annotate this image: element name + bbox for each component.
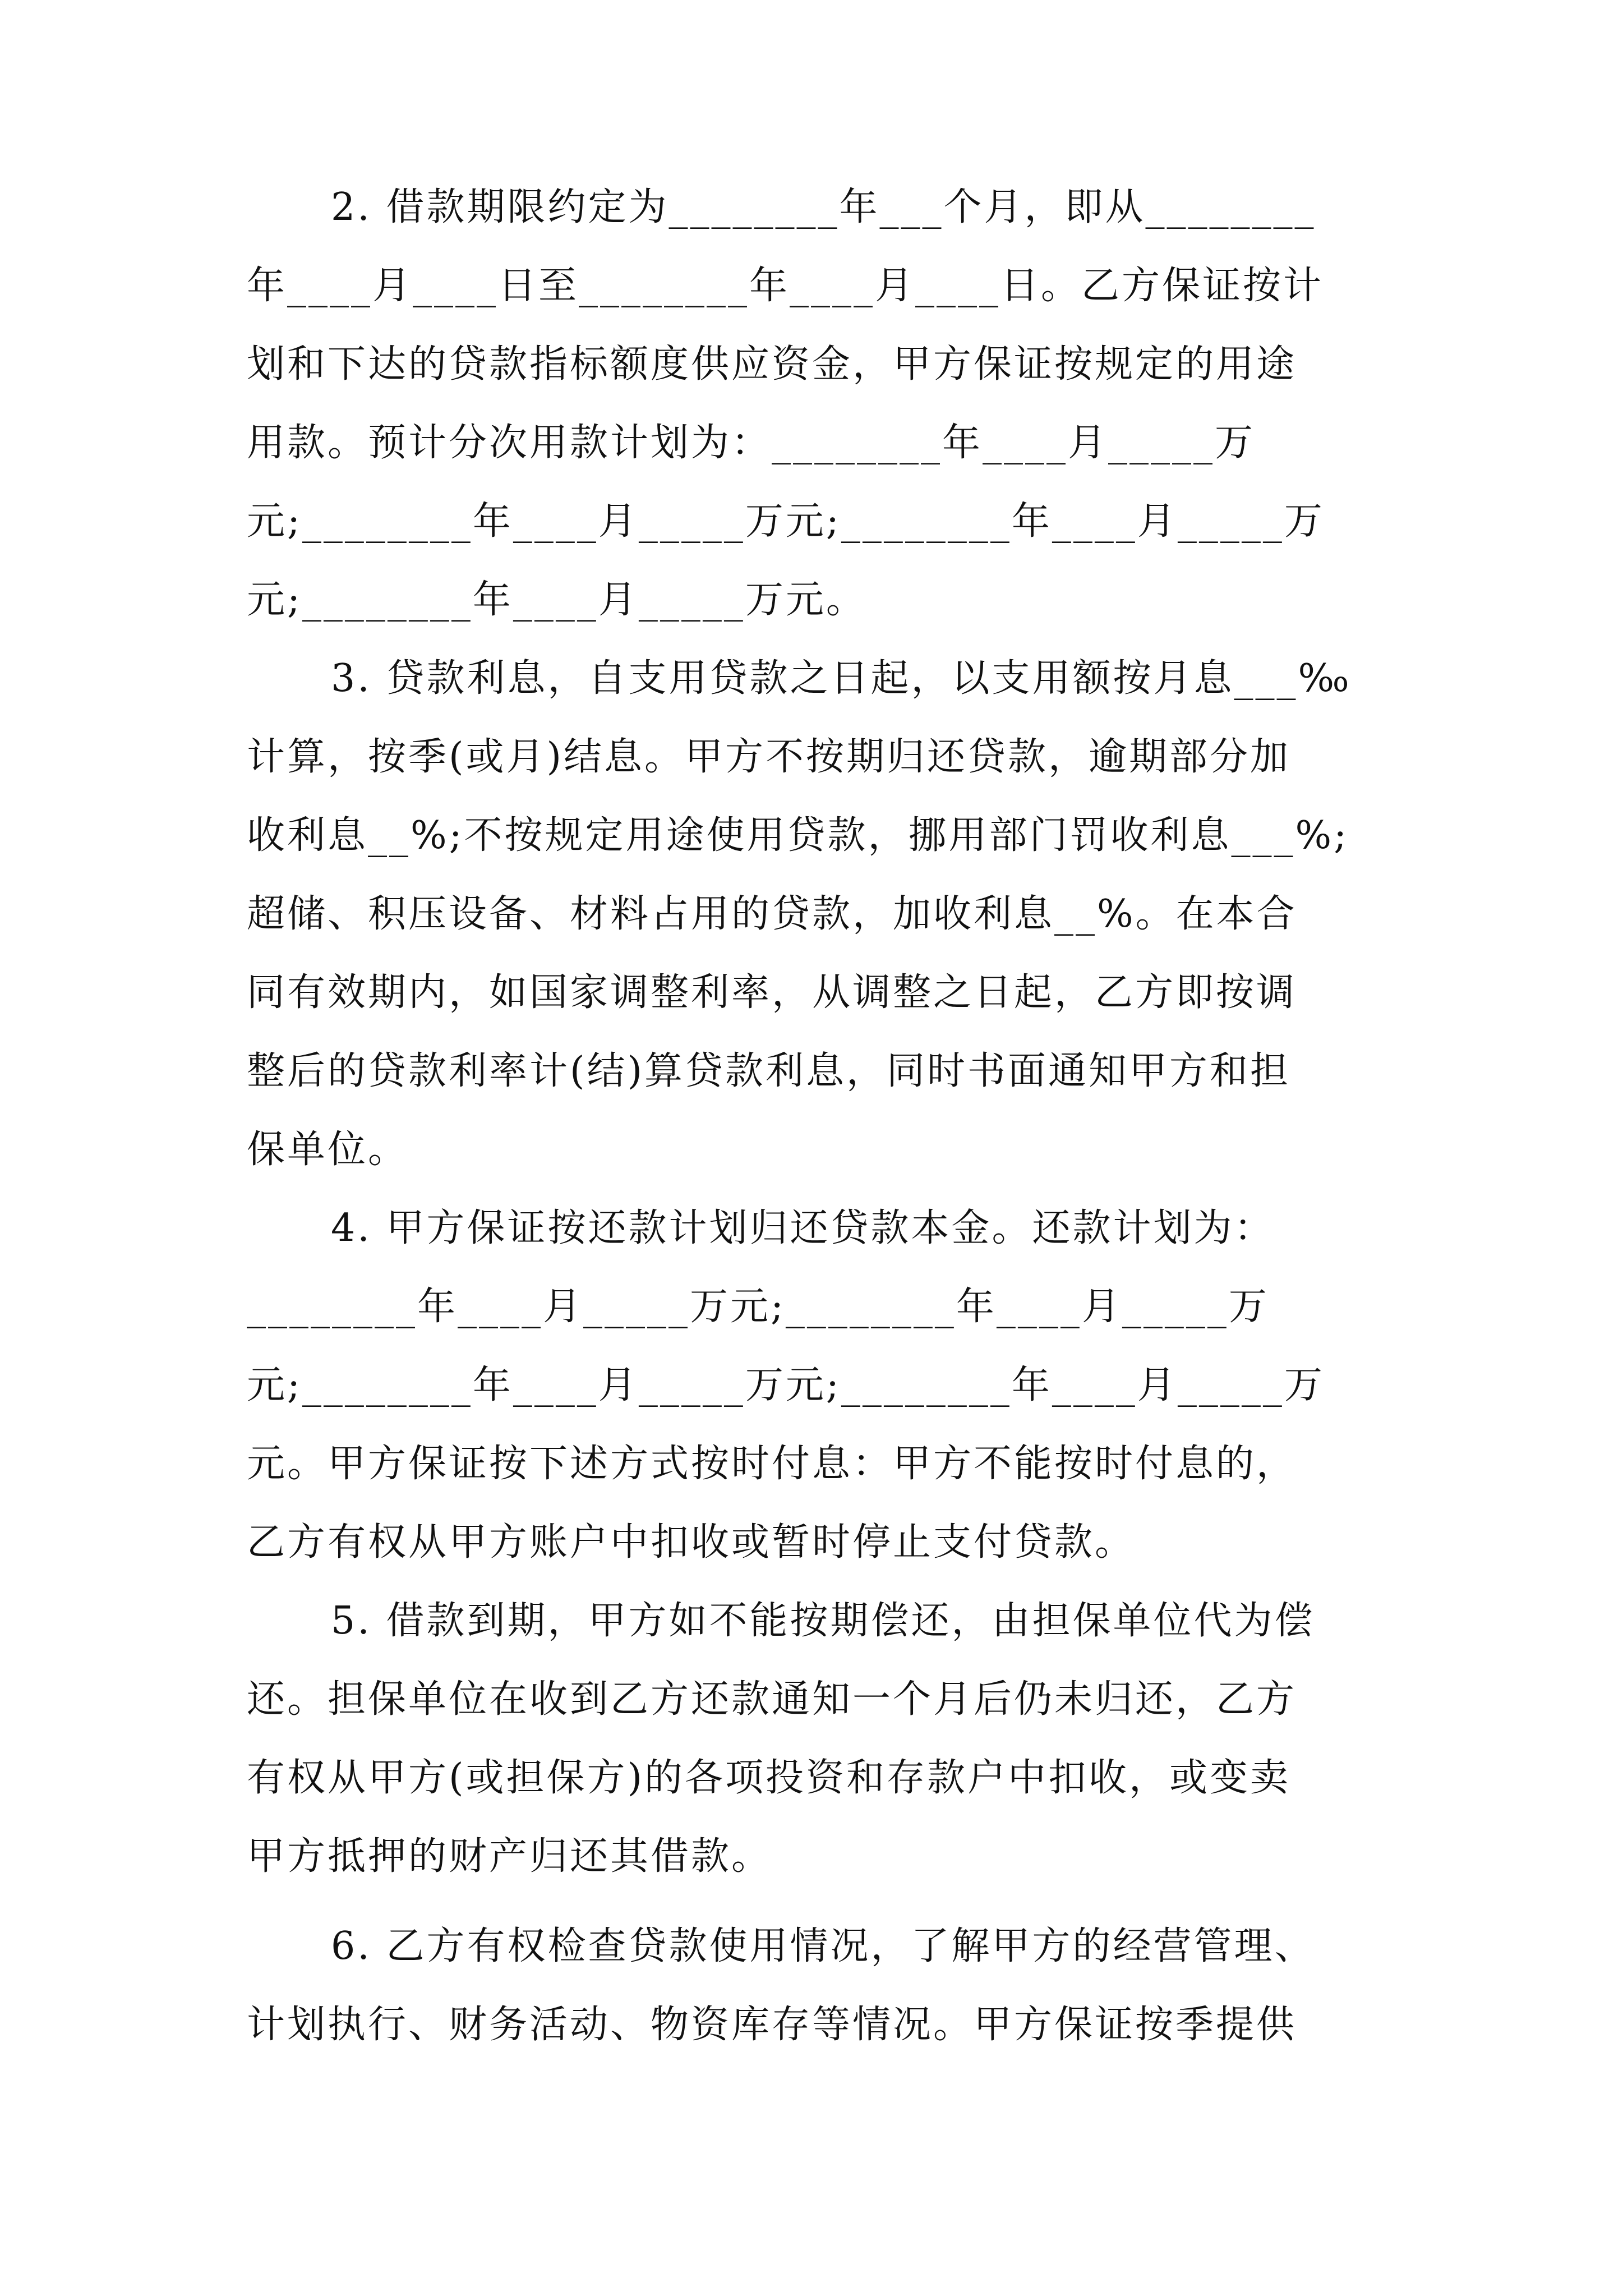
clause-3-line-5: 同有效期内，如国家调整利率，从调整之日起，乙方即按调 bbox=[247, 970, 1297, 1015]
clause-2-line-6: 元;________年____月_____万元。 bbox=[247, 578, 866, 622]
clause-2-line-5: 元;________年____月_____万元;________年____月_____万 bbox=[247, 499, 1325, 544]
paragraph-spacer bbox=[247, 1896, 1391, 1907]
clause-5-line-2: 还。担保单位在收到乙方还款通知一个月后仍未归还，乙方 bbox=[247, 1677, 1297, 1722]
clause-2-line-4: 用款。预计分次用款计划为：________年____月_____万 bbox=[247, 421, 1256, 465]
clause-3-line-2: 计算，按季(或月)结息。甲方不按期归还贷款，逾期部分加 bbox=[247, 735, 1291, 779]
clause-4 bbox=[247, 1189, 1391, 1582]
clause-3 bbox=[247, 639, 1391, 1189]
clause-5-line-3: 有权从甲方(或担保方)的各项投资和存款户中扣收，或变卖 bbox=[247, 1756, 1291, 1800]
clause-2-line-1: 2. 借款期限约定为________年___个月，即从________ bbox=[331, 185, 1316, 229]
clause-5-line-1: 5. 借款到期，甲方如不能按期偿还，由担保单位代为偿 bbox=[331, 1599, 1315, 1643]
clause-3-line-7: 保单位。 bbox=[247, 1128, 409, 1172]
clause-5-line-4: 甲方抵押的财产归还其借款。 bbox=[247, 1834, 772, 1879]
clause-2 bbox=[247, 168, 1391, 639]
clause-4-line-4: 元。甲方保证按下述方式按时付息：甲方不能按时付息的， bbox=[247, 1442, 1297, 1486]
clause-3-line-1: 3. 贷款利息，自支用贷款之日起，以支用额按月息___‰ bbox=[331, 656, 1352, 701]
clause-3-line-6: 整后的贷款利率计(结)算贷款利息，同时书面通知甲方和担 bbox=[247, 1049, 1291, 1093]
clause-5 bbox=[247, 1582, 1391, 1896]
clause-4-line-3: 元;________年____月_____万元;________年____月_____万 bbox=[247, 1363, 1325, 1407]
clause-2-line-3: 划和下达的贷款指标额度供应资金，甲方保证按规定的用途 bbox=[247, 342, 1297, 386]
clause-4-line-2: ________年____月_____万元;________年____月_____万 bbox=[247, 1285, 1269, 1329]
clause-6 bbox=[247, 1907, 1391, 2064]
contract-page bbox=[247, 168, 1391, 2064]
clause-6-line-2: 计划执行、财务活动、物资库存等情况。甲方保证按季提供 bbox=[247, 2003, 1297, 2047]
clause-4-line-1: 4. 甲方保证按还款计划归还贷款本金。还款计划为： bbox=[331, 1206, 1275, 1250]
clause-2-line-2: 年____月____日至________年____月____日。乙方保证按计 bbox=[247, 264, 1324, 308]
clause-4-line-5: 乙方有权从甲方账户中扣收或暂时停止支付贷款。 bbox=[247, 1520, 1136, 1565]
clause-3-line-4: 超储、积压设备、材料占用的贷款，加收利息__%。在本合 bbox=[247, 892, 1297, 936]
clause-3-line-3: 收利息__%;不按规定用途使用贷款，挪用部门罚收利息___%; bbox=[247, 813, 1349, 858]
clause-6-line-1: 6. 乙方有权检查贷款使用情况，了解甲方的经营管理、 bbox=[331, 1924, 1315, 1968]
